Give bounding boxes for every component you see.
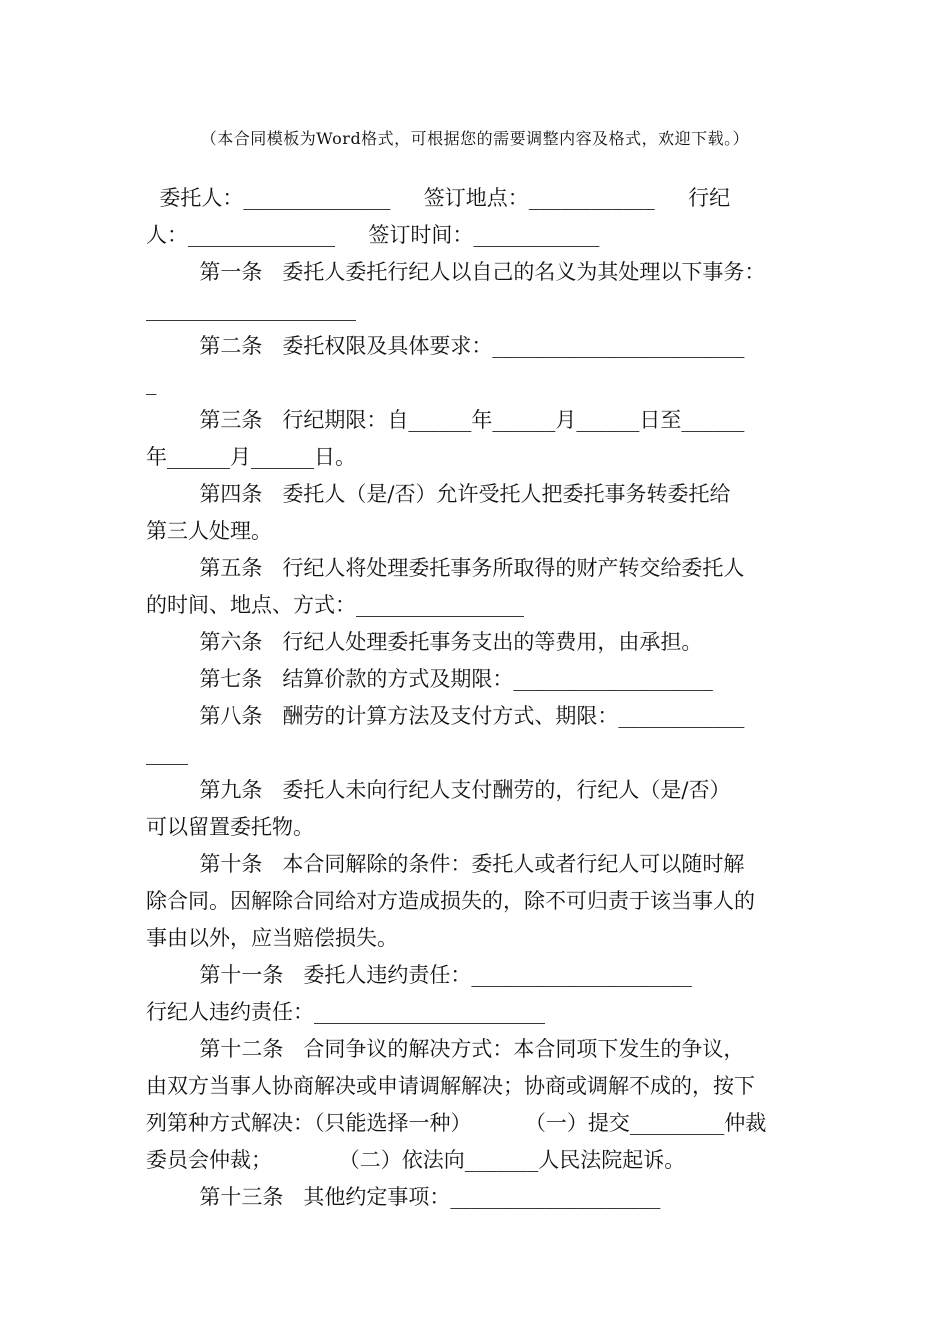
article-4-cont: 第三人处理。 [146, 519, 272, 543]
article-1: 第一条 委托人委托行纪人以自己的名义为其处理以下事务： [146, 260, 766, 284]
article-10-cont-1: 除合同。因解除合同给对方造成损失的，除不可归责于该当事人的 [146, 889, 755, 913]
article-13: 第十三条 其他约定事项：____________________ [146, 1185, 661, 1209]
article-10-cont-2: 事由以外，应当赔偿损失。 [146, 926, 398, 950]
article-4: 第四条 委托人（是/否）允许受托人把委托事务转委托给 [146, 482, 731, 506]
article-7: 第七条 结算价款的方式及期限：___________________ [146, 667, 713, 691]
article-8-cont: ____ [146, 741, 188, 765]
article-3: 第三条 行纪期限：自______年______月______日至______ [146, 408, 745, 432]
article-2-cont: _ [146, 371, 157, 395]
article-12-cont-2: 列第种方式解决：（只能选择一种） （一）提交_________仲裁 [146, 1111, 767, 1135]
article-11-cont: 行纪人违约责任：______________________ [146, 1000, 545, 1024]
article-10: 第十条 本合同解除的条件：委托人或者行纪人可以随时解 [146, 852, 745, 876]
party-line-1: 委托人：______________ 签订地点：____________ 行纪 [146, 186, 731, 210]
article-12-cont-1: 由双方当事人协商解决或申请调解解决；协商或调解不成的，按下 [146, 1074, 755, 1098]
article-9-cont: 可以留置委托物。 [146, 815, 314, 839]
template-note: （本合同模板为Word格式，可根据您的需要调整内容及格式，欢迎下载。） [200, 129, 750, 148]
article-8: 第八条 酬劳的计算方法及支付方式、期限：____________ [146, 704, 745, 728]
article-3-cont: 年______月______日。 [146, 445, 356, 469]
article-2: 第二条 委托权限及具体要求：________________________ [146, 334, 745, 358]
party-line-2: 人：______________ 签订时间：____________ [146, 223, 600, 247]
article-6: 第六条 行纪人处理委托事务支出的等费用，由承担。 [146, 630, 703, 654]
contract-body [146, 180, 806, 1216]
article-5-cont: 的时间、地点、方式：________________ [146, 593, 524, 617]
article-11: 第十一条 委托人违约责任：_____________________ [146, 963, 692, 987]
article-5: 第五条 行纪人将处理委托事务所取得的财产转交给委托人 [146, 556, 745, 580]
article-9: 第九条 委托人未向行纪人支付酬劳的，行纪人（是/否） [146, 778, 731, 802]
article-12: 第十二条 合同争议的解决方式：本合同项下发生的争议， [146, 1037, 745, 1061]
article-12-cont-3: 委员会仲裁； （二）依法向_______人民法院起诉。 [146, 1148, 686, 1172]
article-1-cont: ____________________ [146, 297, 356, 321]
